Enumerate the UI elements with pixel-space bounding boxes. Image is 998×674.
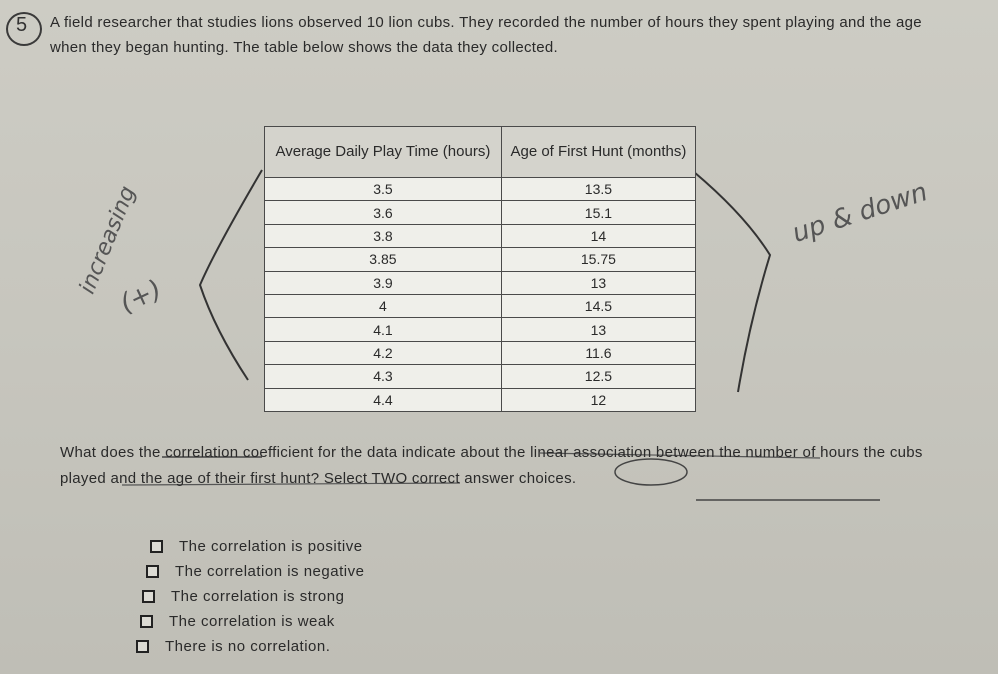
- table-row: [265, 271, 696, 294]
- choice-label: The correlation is strong: [171, 588, 345, 605]
- table-row: [265, 341, 696, 364]
- table-cell: 14: [501, 224, 695, 247]
- table-row: [265, 248, 696, 271]
- handwritten-left-note: increasing: [74, 182, 141, 298]
- data-table: [264, 126, 696, 412]
- table-header-row: [265, 127, 696, 178]
- handwritten-right-note: up & down: [788, 177, 932, 249]
- table-cell: 4.4: [265, 388, 502, 411]
- table-cell: 3.8: [265, 224, 502, 247]
- checkbox[interactable]: [150, 540, 163, 553]
- choice-label: The correlation is positive: [179, 538, 363, 555]
- table-cell: 4: [265, 294, 502, 317]
- table-cell: 11.6: [501, 341, 695, 364]
- column-header-first-hunt: Age of First Hunt (months): [501, 127, 695, 178]
- answer-choices: [150, 534, 364, 659]
- table-cell: 12: [501, 388, 695, 411]
- table-row: [265, 178, 696, 201]
- table-cell: 4.3: [265, 365, 502, 388]
- table-cell: 3.85: [265, 248, 502, 271]
- checkbox[interactable]: [146, 565, 159, 578]
- table-cell: 12.5: [501, 365, 695, 388]
- choice-positive[interactable]: [150, 534, 364, 559]
- table-row: [265, 365, 696, 388]
- table-cell: 13: [501, 318, 695, 341]
- question-number: 5: [16, 14, 28, 36]
- handwritten-left-sign: (+): [115, 274, 167, 320]
- table-row: [265, 294, 696, 317]
- right-bracket-mark: [694, 172, 770, 392]
- table-cell: 4.2: [265, 341, 502, 364]
- table-cell: 13: [501, 271, 695, 294]
- question-prompt: What does the correlation coefficient for the data indicate about the linear association between the number of hours the cubs played and the age of their first hunt? Select TWO correct answer choices.: [60, 444, 923, 487]
- column-header-play-time: Average Daily Play Time (hours): [265, 127, 502, 178]
- choice-label: The correlation is negative: [175, 563, 365, 580]
- checkbox[interactable]: [136, 640, 149, 653]
- table-row: [265, 201, 696, 224]
- table-row: [265, 388, 696, 411]
- choice-negative[interactable]: [146, 559, 364, 584]
- table-cell: 14.5: [501, 294, 695, 317]
- table-row: [265, 224, 696, 247]
- table-cell: 4.1: [265, 318, 502, 341]
- table-cell: 3.6: [265, 201, 502, 224]
- question-intro: A field researcher that studies lions observed 10 lion cubs. They recorded the number of hours they spent playing and the age when they began hunting. The table below shows the data they collected.: [50, 14, 922, 56]
- table-cell: 3.5: [265, 178, 502, 201]
- table-cell: 13.5: [501, 178, 695, 201]
- checkbox[interactable]: [142, 590, 155, 603]
- table-cell: 3.9: [265, 271, 502, 294]
- choice-no-correlation[interactable]: [136, 634, 364, 659]
- table-row: [265, 318, 696, 341]
- choice-label: The correlation is weak: [169, 613, 335, 630]
- left-bracket-mark: [200, 170, 262, 380]
- choice-label: There is no correlation.: [165, 638, 331, 655]
- table-cell: 15.75: [501, 248, 695, 271]
- choice-strong[interactable]: [142, 584, 364, 609]
- table-cell: 15.1: [501, 201, 695, 224]
- checkbox[interactable]: [140, 615, 153, 628]
- choice-weak[interactable]: [140, 609, 364, 634]
- data-table-container: [264, 126, 696, 412]
